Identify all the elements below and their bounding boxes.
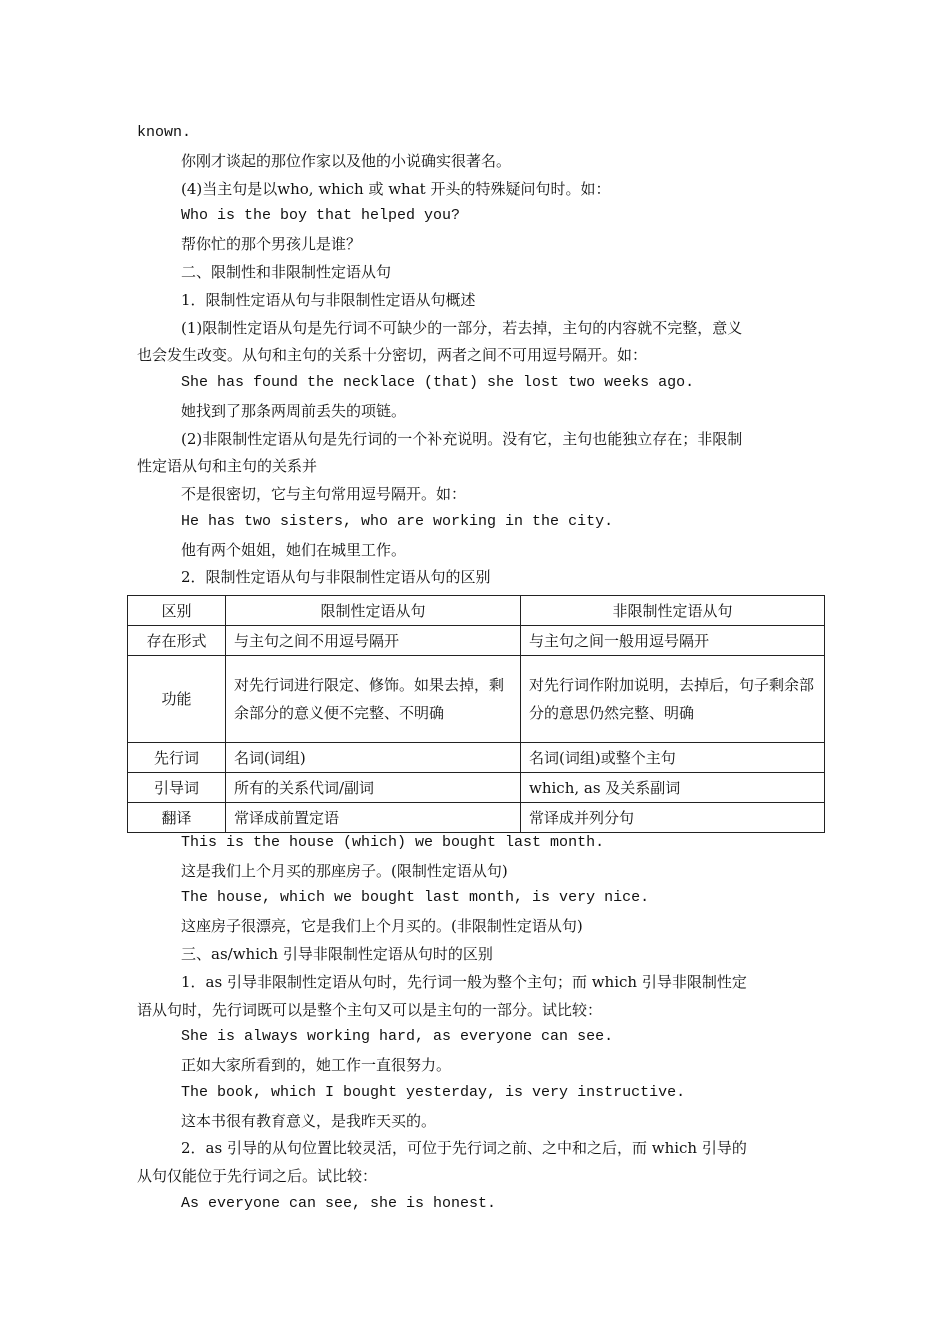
table-row-label: 翻译 — [128, 803, 226, 833]
table-row-label: 引导词 — [128, 773, 226, 803]
text-line: 不是很密切，它与主句常用逗号隔开。如： — [181, 485, 467, 503]
text-line: 性定语从句和主句的关系并 — [137, 457, 318, 475]
text-line: 从句仅能位于先行词之后。试比较： — [137, 1167, 378, 1185]
text-line: 也会发生改变。从句和主句的关系十分密切，两者之间不可用逗号隔开。如： — [137, 346, 648, 364]
text-line: 你刚才谈起的那位作家以及他的小说确实很著名。 — [181, 152, 512, 170]
text-line: (4)当主句是以who, which 或 what 开头的特殊疑问句时。如： — [181, 180, 611, 198]
table-cell: 对先行词进行限定、修饰。如果去掉，剩余部分的意义便不完整、不明确 — [226, 656, 521, 743]
table-cell: 常译成前置定语 — [226, 803, 521, 833]
table-cell: which, as 及关系副词 — [521, 773, 825, 803]
table-cell: 名词(词组)或整个主句 — [521, 743, 825, 773]
text-line: 1．as 引导非限制性定语从句时，先行词一般为整个主句；而 which 引导非限制性定 — [181, 973, 747, 991]
table-cell: 与主句之间不用逗号隔开 — [226, 626, 521, 656]
table-cell: 名词(词组) — [226, 743, 521, 773]
subsection-heading: 1．限制性定语从句与非限制性定语从句概述 — [181, 291, 476, 309]
table-row — [128, 743, 825, 773]
text-line: (2)非限制性定语从句是先行词的一个补充说明。没有它，主句也能独立存在；非限制 — [181, 430, 743, 448]
text-line: (1)限制性定语从句是先行词不可缺少的一部分，若去掉，主句的内容就不完整，意义 — [181, 319, 743, 337]
text-line: 她找到了那条两周前丢失的项链。 — [181, 402, 407, 420]
text-line: 这本书很有教育意义，是我昨天买的。 — [181, 1112, 437, 1130]
text-line: 这座房子很漂亮，它是我们上个月买的。(非限制性定语从句) — [181, 917, 583, 935]
table-cell: 与主句之间一般用逗号隔开 — [521, 626, 825, 656]
text-line: The house, which we bought last month, is very nice. — [181, 889, 650, 906]
section-heading: 三、as/which 引导非限制性定语从句时的区别 — [181, 945, 493, 963]
table-header-row — [128, 596, 825, 626]
table-row — [128, 626, 825, 656]
table-header-cell: 限制性定语从句 — [226, 596, 521, 626]
table-header-cell: 区别 — [128, 596, 226, 626]
text-line: Who is the boy that helped you? — [181, 207, 461, 224]
table-row-label: 存在形式 — [128, 626, 226, 656]
text-line: She is always working hard, as everyone can see. — [181, 1028, 614, 1045]
comparison-table — [127, 595, 825, 833]
table-row — [128, 773, 825, 803]
text-line: 他有两个姐姐，她们在城里工作。 — [181, 541, 407, 559]
table-cell: 常译成并列分句 — [521, 803, 825, 833]
text-line: known. — [137, 124, 192, 141]
text-line: This is the house (which) we bought last month. — [181, 834, 605, 851]
table-row — [128, 656, 825, 743]
text-line: She has found the necklace (that) she lost two weeks ago. — [181, 374, 695, 391]
section-heading: 二、限制性和非限制性定语从句 — [181, 263, 392, 281]
table-cell: 对先行词作附加说明，去掉后，句子剩余部分的意思仍然完整、明确 — [521, 656, 825, 743]
text-line: 2．as 引导的从句位置比较灵活，可位于先行词之前、之中和之后，而 which 引导的 — [181, 1139, 747, 1157]
text-line: As everyone can see, she is honest. — [181, 1195, 497, 1212]
text-line: 这是我们上个月买的那座房子。(限制性定语从句) — [181, 862, 508, 880]
subsection-heading: 2．限制性定语从句与非限制性定语从句的区别 — [181, 568, 491, 586]
text-line: He has two sisters, who are working in the city. — [181, 513, 614, 530]
table-cell: 所有的关系代词/副词 — [226, 773, 521, 803]
text-line: 语从句时，先行词既可以是整个主句又可以是主句的一部分。试比较： — [137, 1001, 603, 1019]
table-row-label: 先行词 — [128, 743, 226, 773]
text-line: The book, which I bought yesterday, is very instructive. — [181, 1084, 686, 1101]
text-line: 正如大家所看到的，她工作一直很努力。 — [181, 1056, 452, 1074]
table-row-label: 功能 — [128, 656, 226, 743]
table-header-cell: 非限制性定语从句 — [521, 596, 825, 626]
table-row — [128, 803, 825, 833]
text-line: 帮你忙的那个男孩儿是谁？ — [181, 235, 362, 253]
